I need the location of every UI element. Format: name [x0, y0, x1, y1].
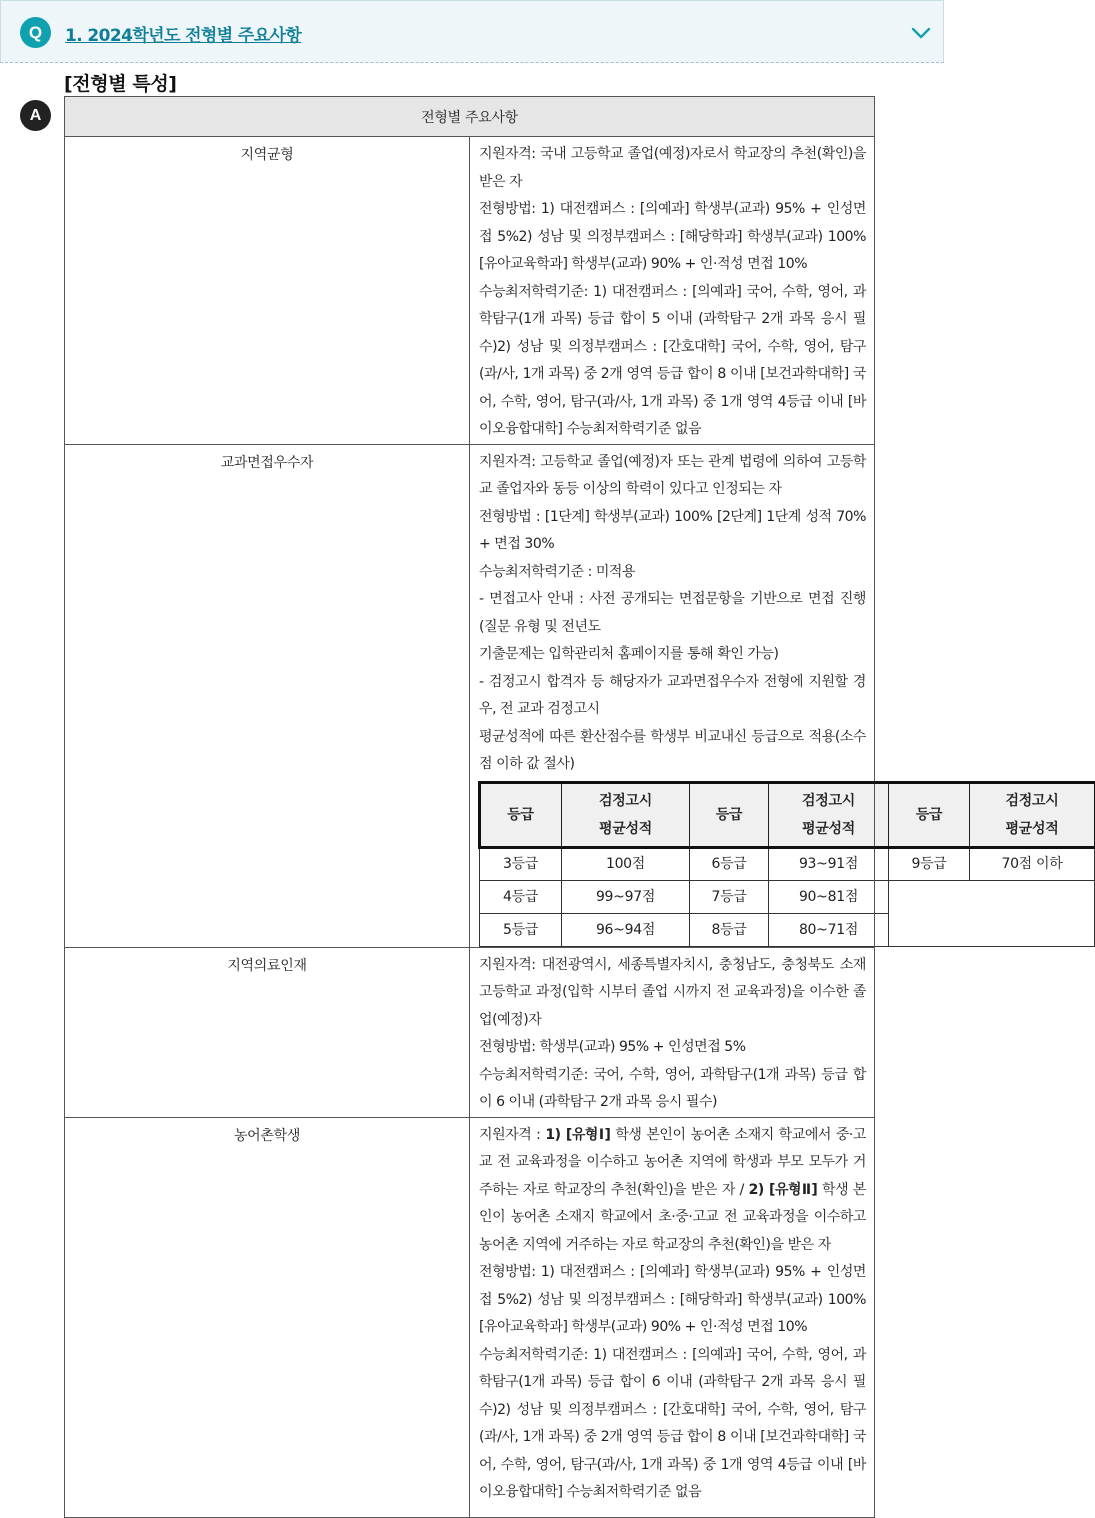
table-row [65, 137, 875, 445]
admission-table [64, 96, 1063, 1518]
grade-row [480, 880, 1095, 913]
score-header: 검정고시 평균성적 [769, 783, 889, 847]
content-line: 수능최저학력기준 : 미적용 [479, 563, 636, 580]
question-bar[interactable] [0, 0, 944, 63]
grade-cell: 9등급 [889, 847, 970, 880]
content-line: 지원자격: 국내 고등학교 졸업(예정)자로서 학교장의 추천(확인)을 받은 자 [479, 146, 866, 190]
grade-cell: 4등급 [480, 880, 562, 913]
content-line: 수능최저학력기준: 1) 대전캠퍼스 : [의예과] 국어, 수학, 영어, 과학탐구(1개 과목) 등급 합이 6 이내 (과학탐구 2개 과목 응시 필수)2) 성남 및 의정부캠퍼스 : [간호대학] 국어, 수학, 영어, 탐구(과/사, 1개 과목) 중 2개 영역 등급 합이 8 이내 [보건과학대학] 국어, 수학, 영어, 탐구(과/사, 1개 과목) 중 1개 영역 4등급 이내 [바이오융합대학] 수능최저학력기준 없음 [479, 1346, 866, 1500]
content-line: 지원자격: 고등학교 졸업(예정)자 또는 관계 법령에 의하여 고등학교 졸업자와 동등 이상의 학력이 있다고 인정되는 자 [479, 453, 866, 497]
row-content [470, 137, 875, 445]
grade-cell: 3등급 [480, 847, 562, 880]
score-cell: 80~71점 [769, 913, 889, 946]
score-header: 검정고시 평균성적 [970, 783, 1095, 847]
table-header: 전형별 주요사항 [65, 97, 875, 137]
grade-header: 등급 [690, 783, 769, 847]
table-row [65, 1117, 875, 1517]
score-cell: 90~81점 [769, 880, 889, 913]
row-content [470, 444, 1063, 947]
row-label: 교과면접우수자 [65, 444, 470, 947]
content-line: 전형방법: 학생부(교과) 95% + 인성면접 5% [479, 1039, 746, 1055]
grade-cell: 5등급 [480, 913, 562, 946]
score-header: 검정고시 평균성적 [562, 783, 690, 847]
content-line: - 검정고시 합격자 등 해당자가 교과면접우수자 전형에 지원할 경우, 전 교과 검정고시 [479, 673, 866, 717]
grade-header: 등급 [480, 783, 562, 847]
row-content [470, 947, 875, 1117]
row-label: 지역의료인재 [65, 947, 470, 1117]
score-cell: 100점 [562, 847, 690, 880]
grade-cell: 6등급 [690, 847, 769, 880]
content-line: 전형방법 : [1단계] 학생부(교과) 100% [2단계] 1단계 성적 70% + 면접 30% [479, 508, 866, 552]
content-line: 수능최저학력기준: 국어, 수학, 영어, 과학탐구(1개 과목) 등급 합이 6 이내 (과학탐구 2개 과목 응시 필수) [479, 1066, 866, 1110]
score-cell: 96~94점 [562, 913, 690, 946]
content-line: 수능최저학력기준: 1) 대전캠퍼스 : [의예과] 국어, 수학, 영어, 과학탐구(1개 과목) 등급 합이 5 이내 (과학탐구 2개 과목 응시 필수)2) 성남 및 의정부캠퍼스 : [간호대학] 국어, 수학, 영어, 탐구(과/사, 1개 과목) 중 2개 영역 등급 합이 8 이내 [보건과학대학] 국어, 수학, 영어, 탐구(과/사, 1개 과목) 중 1개 영역 4등급 이내 [바이오융합대학] 수능최저학력기준 없음 [479, 283, 866, 437]
content-line: 평균성적에 따른 환산점수를 학생부 비교내신 등급으로 적용(소수점 이하 값 절사) [479, 728, 866, 772]
content-line: 전형방법: 1) 대전캠퍼스 : [의예과] 학생부(교과) 95% + 인성면접 5%2) 성남 및 의정부캠퍼스 : [해당학과] 학생부(교과) 100% [유아교육학과] 학생부(교과) 90% + 인·적성 면접 10% [479, 201, 866, 272]
score-cell: 99~97점 [562, 880, 690, 913]
answer-badge: A [20, 100, 51, 131]
row-label: 지역균형 [65, 137, 470, 445]
content-line: 지원자격 : 1) [유형Ⅰ] 학생 본인이 농어촌 소재지 학교에서 중·고교 전 교육과정을 이수하고 농어촌 지역에 학생과 부모 모두가 거주하는 자로 학교장의 추천(확인)을 받은 자 / 2) [유형Ⅱ] 학생 본인이 농어촌 소재지 학교에서 초·중·고교 전 교육과정을 이수하고 농어촌 지역에 거주하는 자로 학교장의 추천(확인)을 받은 자 [479, 1126, 866, 1253]
content-line: 기출문제는 입학관리처 홈페이지를 통해 확인 가능) [479, 646, 779, 662]
row-content [470, 1117, 875, 1517]
question-badge: Q [20, 17, 51, 48]
table-row [65, 444, 875, 947]
empty-cell [889, 880, 1095, 946]
grade-row [480, 847, 1095, 880]
grade-header: 등급 [889, 783, 970, 847]
table-row [65, 947, 875, 1117]
grade-cell: 8등급 [690, 913, 769, 946]
section-heading: [전형별 특성] [64, 73, 177, 95]
content-line: - 면접고사 안내 : 사전 공개되는 면접문항을 기반으로 면접 진행(질문 유형 및 전년도 [479, 591, 866, 635]
grade-conversion-table [479, 783, 1095, 947]
row-label: 농어촌학생 [65, 1117, 470, 1517]
score-cell: 70점 이하 [970, 847, 1095, 880]
score-cell: 93~91점 [769, 847, 889, 880]
grade-cell: 7등급 [690, 880, 769, 913]
content-line: 지원자격: 대전광역시, 세종특별자치시, 충청남도, 충청북도 소재 고등학교 과정(입학 시부터 졸업 시까지 전 교육과정)을 이수한 졸업(예정)자 [479, 956, 866, 1028]
question-title-link[interactable]: 1. 2024학년도 전형별 주요사항 [65, 26, 302, 46]
content-line: 전형방법: 1) 대전캠퍼스 : [의예과] 학생부(교과) 95% + 인성면접 5%2) 성남 및 의정부캠퍼스 : [해당학과] 학생부(교과) 100% [유아교육학과] 학생부(교과) 90% + 인·적성 면접 10% [479, 1264, 866, 1335]
chevron-down-icon[interactable] [909, 23, 933, 43]
